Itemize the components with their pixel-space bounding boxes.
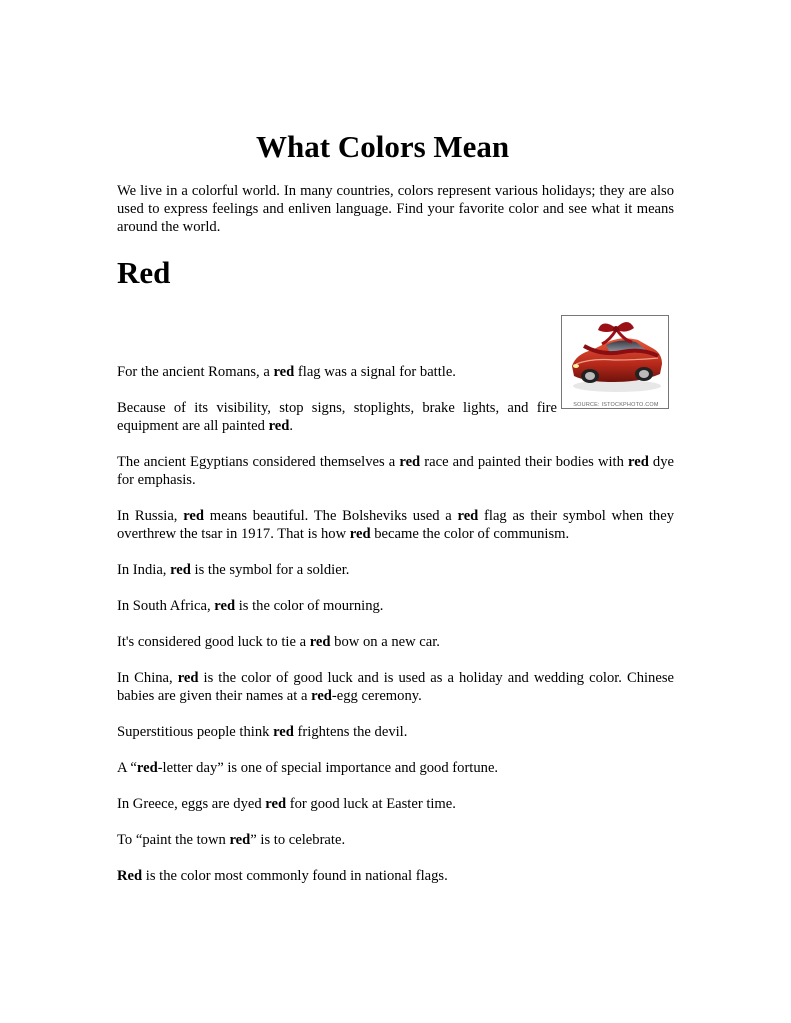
fact-text: for good luck at Easter time. (286, 796, 456, 812)
fact-paragraph (117, 669, 674, 705)
highlight-word: red (273, 724, 294, 740)
highlight-word: red (311, 688, 332, 704)
fact-text: In Russia, (117, 508, 184, 524)
fact-paragraph (117, 867, 674, 885)
fact-text: dye for emphasis. (117, 454, 674, 488)
fact-paragraph (117, 723, 674, 741)
photo-source-caption: SOURCE: ISTOCKPHOTO.COM (573, 402, 659, 408)
highlight-word: red (265, 796, 287, 812)
fact-text: is the symbol for a soldier. (190, 562, 350, 578)
fact-text: In South Africa, (117, 598, 215, 614)
fact-paragraph (117, 831, 674, 849)
fact-paragraph (117, 795, 674, 813)
fact-paragraph (117, 759, 674, 777)
fact-text: bow on a new car. (330, 634, 440, 650)
fact-text: To “paint the town (117, 832, 230, 848)
fact-text: is the color of mourning. (235, 598, 384, 614)
highlight-word: red (268, 418, 290, 434)
fact-text: The ancient Egyptians considered themselves a (117, 454, 400, 470)
fact-paragraph (117, 363, 557, 381)
fact-text: For the ancient Romans, a (117, 364, 274, 380)
highlight-word: red (183, 508, 205, 524)
fact-text: -letter day” is one of special importance and good fortune. (157, 760, 499, 776)
fact-text: A “ (117, 760, 137, 776)
highlight-word: red (457, 508, 479, 524)
page-title: What Colors Mean (256, 129, 510, 164)
fact-paragraph (117, 453, 674, 489)
fact-text: flag as their symbol when they overthrew the tsar in 1917. That is how (117, 508, 675, 542)
highlight-word: red (136, 760, 158, 776)
fact-text: -egg ceremony. (331, 688, 422, 704)
fact-paragraph (117, 507, 674, 543)
red-facts-list (117, 363, 674, 903)
intro-paragraph: We live in a colorful world. In many countries, colors represent various holidays; they are also used to express feelings and enliven language. Find your favorite color and see what it means around the world. (117, 183, 674, 235)
highlight-word: red (170, 562, 191, 578)
fact-text: frightens the devil. (293, 724, 408, 740)
fact-text: Because of its visibility, stop signs, stoplights, brake lights, and fire equipment are all painted (117, 400, 557, 434)
fact-paragraph (117, 399, 557, 435)
fact-text: race and painted their bodies with (420, 454, 628, 470)
highlight-word: red (273, 364, 295, 380)
fact-text: became the color of communism. (370, 526, 570, 542)
highlight-word: red (214, 598, 236, 614)
fact-text: . (289, 418, 294, 434)
fact-text: is the color of good luck and is used as a holiday and wedding color. Chinese babies are given their names at a (117, 670, 674, 704)
fact-text: In China, (117, 670, 178, 686)
fact-text: flag was a signal for battle. (294, 364, 456, 380)
highlight-word: Red (117, 868, 143, 884)
highlight-word: red (349, 526, 371, 542)
fact-text: In India, (117, 562, 171, 578)
fact-text: It's considered good luck to tie a (117, 634, 310, 650)
fact-paragraph (117, 561, 674, 579)
section-heading-red: Red (117, 255, 171, 290)
fact-text: In Greece, eggs are dyed (117, 796, 266, 812)
fact-paragraph (117, 597, 674, 615)
fact-text: Superstitious people think (117, 724, 274, 740)
highlight-word: red (628, 454, 649, 470)
highlight-word: red (177, 670, 199, 686)
fact-paragraph (117, 633, 674, 651)
highlight-word: red (229, 832, 251, 848)
highlight-word: red (399, 454, 421, 470)
fact-text: is the color most commonly found in national flags. (142, 868, 448, 884)
highlight-word: red (309, 634, 331, 650)
fact-text: ” is to celebrate. (250, 832, 346, 848)
fact-text: means beautiful. The Bolsheviks used a (204, 508, 458, 524)
